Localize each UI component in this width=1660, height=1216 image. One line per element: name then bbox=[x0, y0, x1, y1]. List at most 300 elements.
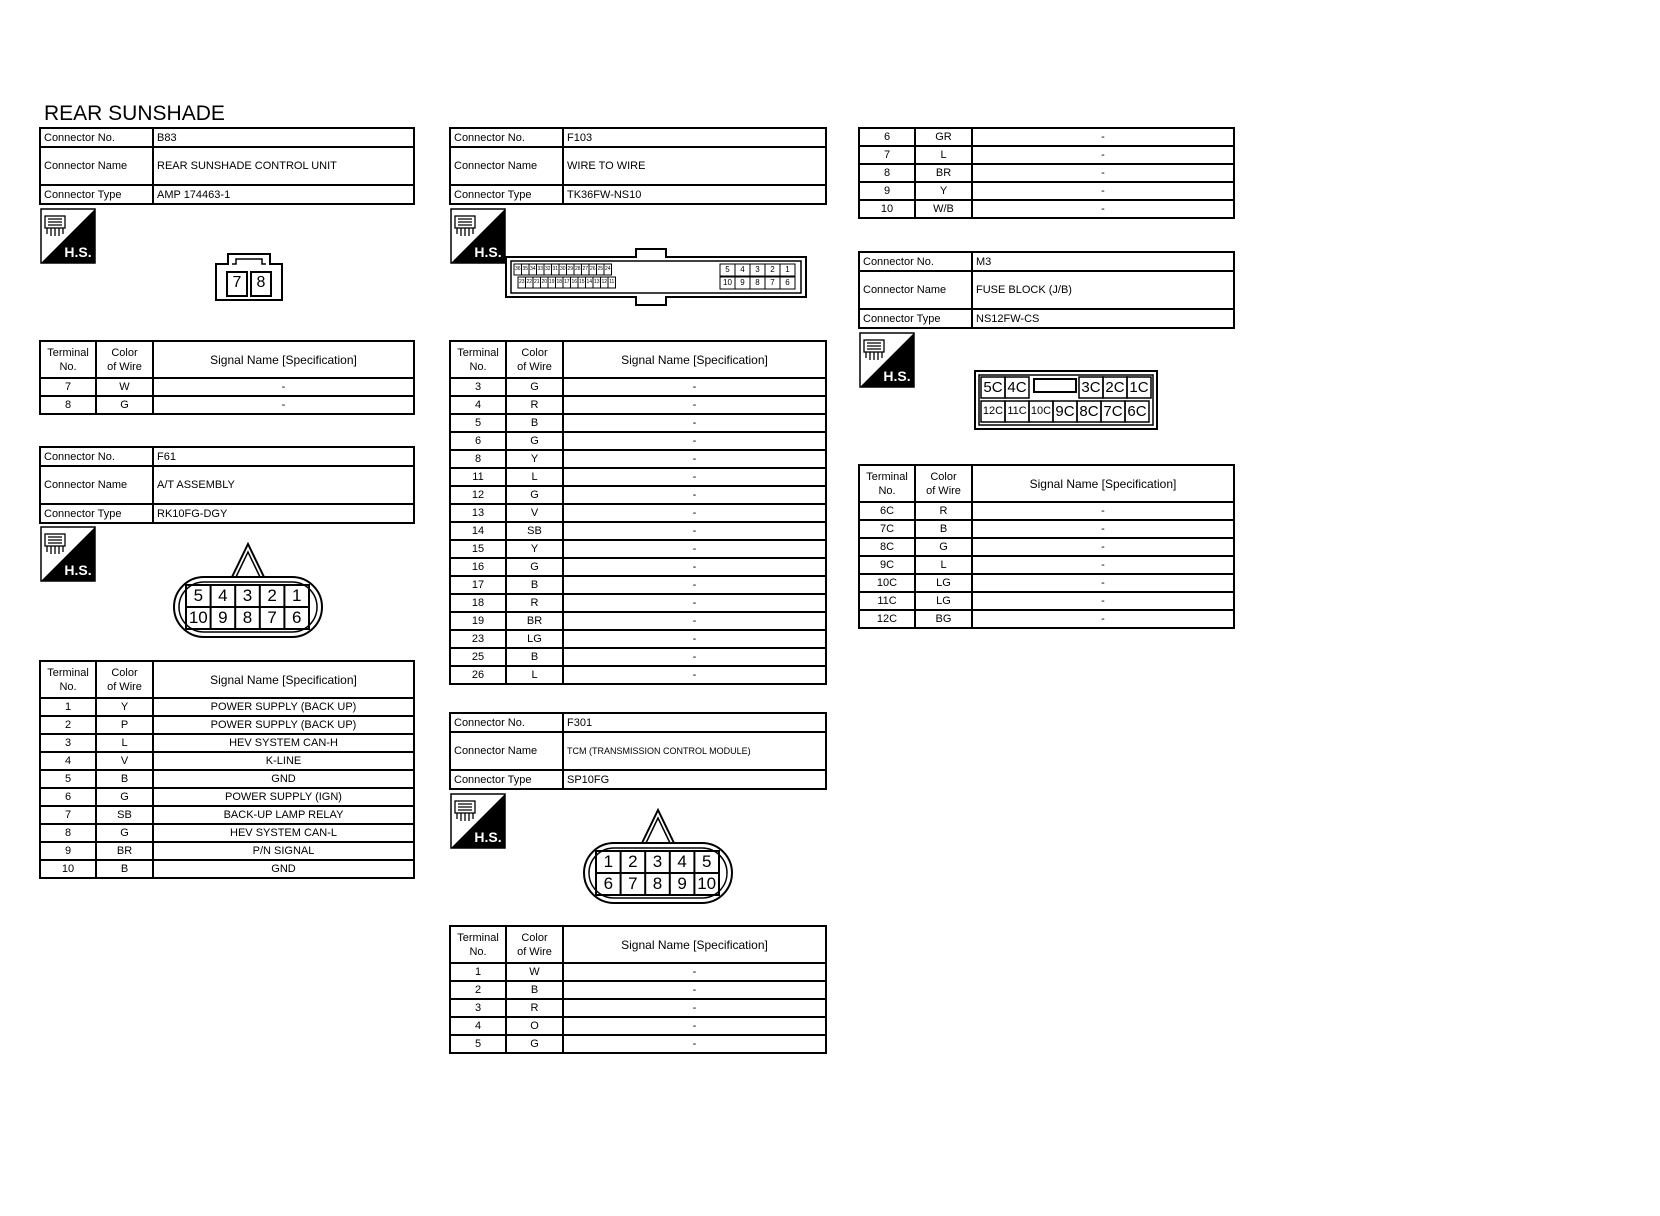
signal-name-cell: - bbox=[563, 648, 826, 666]
pin-label: 23 bbox=[518, 279, 525, 285]
signal-name-cell: - bbox=[563, 504, 826, 522]
terminal-no-header: Terminal No. bbox=[859, 465, 915, 502]
signal-name-cell: - bbox=[563, 594, 826, 612]
connector-name-value: WIRE TO WIRE bbox=[563, 147, 826, 185]
signal-name-cell: - bbox=[563, 1035, 826, 1053]
pin-label: 7 bbox=[628, 874, 638, 893]
terminal-no-cell: 3 bbox=[40, 734, 96, 752]
signal-name-cell: - bbox=[563, 396, 826, 414]
wire-color-cell: B bbox=[915, 520, 972, 538]
connector-no-label: Connector No. bbox=[40, 128, 153, 147]
wire-color-cell: L bbox=[915, 556, 972, 574]
signal-name-cell: - bbox=[972, 556, 1234, 574]
wire-color-cell: B bbox=[506, 576, 563, 594]
terminal-no-cell: 1 bbox=[40, 698, 96, 716]
pin-label: 12 bbox=[601, 279, 608, 285]
pin-label: 5 bbox=[701, 852, 712, 871]
pin-label: 8 bbox=[242, 608, 253, 627]
terminal-no-cell: 16 bbox=[450, 558, 506, 576]
pin-label: 6 bbox=[785, 278, 790, 287]
wire-color-cell: B bbox=[506, 648, 563, 666]
signal-name-cell: - bbox=[563, 414, 826, 432]
terminal-no-cell: 4 bbox=[40, 752, 96, 770]
pin-label: 7 bbox=[267, 608, 277, 627]
table-row bbox=[450, 981, 826, 999]
connector-info-f103 bbox=[449, 127, 827, 205]
table-row bbox=[40, 788, 414, 806]
terminal-table-m3 bbox=[858, 464, 1235, 629]
connector-type-value: SP10FG bbox=[563, 770, 826, 789]
terminal-no-cell: 15 bbox=[450, 540, 506, 558]
wire-color-cell: Y bbox=[915, 182, 972, 200]
pin-label: 5 bbox=[193, 586, 204, 605]
table-row bbox=[450, 558, 826, 576]
connector-name-label: Connector Name bbox=[450, 732, 563, 770]
pin-label: 2 bbox=[267, 586, 277, 605]
table-row bbox=[450, 963, 826, 981]
table-row bbox=[859, 200, 1234, 218]
hs-icon bbox=[450, 793, 506, 849]
pin-label: 15 bbox=[578, 279, 585, 285]
terminal-no-cell: 23 bbox=[450, 630, 506, 648]
signal-name-cell: HEV SYSTEM CAN-H bbox=[153, 734, 414, 752]
terminal-no-cell: 25 bbox=[450, 648, 506, 666]
page-title: REAR SUNSHADE bbox=[44, 102, 225, 125]
connector-name-value: TCM (TRANSMISSION CONTROL MODULE) bbox=[563, 732, 826, 770]
connector-no-value: F103 bbox=[563, 128, 826, 147]
wire-color-cell: G bbox=[506, 1035, 563, 1053]
terminal-no-cell: 11C bbox=[859, 592, 915, 610]
pin-label: 6 bbox=[291, 608, 302, 627]
table-row bbox=[859, 610, 1234, 628]
wire-color-cell: G bbox=[506, 432, 563, 450]
wire-color-cell: G bbox=[96, 788, 153, 806]
wire-color-cell: GR bbox=[915, 128, 972, 146]
signal-name-cell: - bbox=[563, 666, 826, 684]
wire-color-cell: B bbox=[506, 981, 563, 999]
terminal-no-cell: 5 bbox=[40, 770, 96, 788]
signal-name-cell: - bbox=[563, 558, 826, 576]
terminal-no-cell: 14 bbox=[450, 522, 506, 540]
terminal-no-cell: 10 bbox=[40, 860, 96, 878]
pin-label: 33 bbox=[537, 266, 544, 272]
terminal-no-cell: 6C bbox=[859, 502, 915, 520]
terminal-no-cell: 5 bbox=[450, 1035, 506, 1053]
connector-info-f301 bbox=[449, 712, 827, 790]
pin-label: 2 bbox=[770, 265, 775, 274]
color-header: Color of Wire bbox=[96, 661, 153, 698]
wire-color-cell: V bbox=[506, 504, 563, 522]
terminal-no-cell: 7C bbox=[859, 520, 915, 538]
table-row bbox=[450, 648, 826, 666]
table-row bbox=[450, 594, 826, 612]
table-row bbox=[859, 146, 1234, 164]
wire-color-cell: W/B bbox=[915, 200, 972, 218]
wire-color-cell: G bbox=[96, 824, 153, 842]
terminal-no-cell: 10 bbox=[859, 200, 915, 218]
connector-type-label: Connector Type bbox=[40, 185, 153, 204]
connector-type-label: Connector Type bbox=[859, 309, 972, 328]
terminal-no-cell: 7 bbox=[40, 806, 96, 824]
terminal-no-cell: 9 bbox=[40, 842, 96, 860]
connector-type-value: AMP 174463-1 bbox=[153, 185, 414, 204]
pin-label: 9 bbox=[740, 278, 745, 287]
terminal-no-cell: 4 bbox=[450, 396, 506, 414]
signal-name-cell: - bbox=[563, 432, 826, 450]
wire-color-cell: B bbox=[96, 860, 153, 878]
connector-no-value: F301 bbox=[563, 713, 826, 732]
terminal-no-cell: 26 bbox=[450, 666, 506, 684]
pin-7: 7 bbox=[232, 274, 242, 291]
pin-label: 28 bbox=[574, 266, 581, 272]
pin-label: 13 bbox=[593, 279, 600, 285]
table-row bbox=[859, 556, 1234, 574]
color-header: Color of Wire bbox=[506, 926, 563, 963]
hs-label: H.S. bbox=[474, 829, 502, 845]
signal-name-cell: - bbox=[972, 610, 1234, 628]
wire-color-cell: L bbox=[506, 666, 563, 684]
signal-name-cell: - bbox=[563, 630, 826, 648]
table-row bbox=[859, 592, 1234, 610]
terminal-no-cell: 4 bbox=[450, 1017, 506, 1035]
connector-info-f61 bbox=[39, 446, 415, 524]
signal-name-cell: - bbox=[972, 574, 1234, 592]
table-row bbox=[450, 630, 826, 648]
pin-label: 31 bbox=[552, 266, 559, 272]
wire-color-cell: R bbox=[506, 999, 563, 1017]
table-row: 8 G - bbox=[40, 396, 414, 414]
signal-name-cell: - bbox=[563, 522, 826, 540]
terminal-no-cell: 9C bbox=[859, 556, 915, 574]
pin-label: 7 bbox=[770, 278, 775, 287]
signal-header: Signal Name [Specification] bbox=[972, 465, 1234, 502]
pin-label: 4C bbox=[1007, 379, 1027, 396]
table-row bbox=[40, 824, 414, 842]
terminal-no-cell: 8C bbox=[859, 538, 915, 556]
table-row bbox=[40, 770, 414, 788]
table-row bbox=[450, 522, 826, 540]
terminal-no-cell: 17 bbox=[450, 576, 506, 594]
terminal-no-cell: 13 bbox=[450, 504, 506, 522]
connector-no-label: Connector No. bbox=[450, 128, 563, 147]
pin-label: 17 bbox=[563, 279, 570, 285]
table-row bbox=[40, 698, 414, 716]
signal-name-cell: - bbox=[972, 164, 1234, 182]
connector-no-label: Connector No. bbox=[450, 713, 563, 732]
pin-label: 3C bbox=[1081, 379, 1101, 396]
pin-label: 22 bbox=[526, 279, 533, 285]
signal-name-cell: - bbox=[972, 520, 1234, 538]
table-row bbox=[859, 182, 1234, 200]
signal-name-cell: K-LINE bbox=[153, 752, 414, 770]
signal-name-cell: - bbox=[972, 200, 1234, 218]
table-row bbox=[450, 378, 826, 396]
terminal-no-cell: 7 bbox=[859, 146, 915, 164]
table-row bbox=[40, 716, 414, 734]
pin-label: 34 bbox=[529, 266, 536, 272]
pin-label: 2C bbox=[1105, 379, 1125, 396]
table-row bbox=[450, 396, 826, 414]
table-row bbox=[859, 538, 1234, 556]
pin-label: 26 bbox=[589, 266, 596, 272]
wire-color-cell: G bbox=[915, 538, 972, 556]
signal-name-cell: POWER SUPPLY (BACK UP) bbox=[153, 716, 414, 734]
connector-type-value: TK36FW-NS10 bbox=[563, 185, 826, 204]
connector-no-value: F61 bbox=[153, 447, 414, 466]
wire-color-cell: L bbox=[915, 146, 972, 164]
wire-color-cell: BR bbox=[915, 164, 972, 182]
signal-name-cell: - bbox=[563, 963, 826, 981]
color-header: Color of Wire bbox=[96, 341, 153, 378]
wire-color-cell: G bbox=[506, 378, 563, 396]
table-row bbox=[450, 432, 826, 450]
table-row bbox=[859, 520, 1234, 538]
pin-8: 8 bbox=[256, 274, 266, 291]
terminal-no-cell: 10C bbox=[859, 574, 915, 592]
pin-label: 10 bbox=[723, 278, 732, 287]
pin-label: 3 bbox=[242, 586, 253, 605]
signal-name-cell: - bbox=[563, 999, 826, 1017]
terminal-no-cell: 11 bbox=[450, 468, 506, 486]
table-row bbox=[450, 486, 826, 504]
wire-color-cell: LG bbox=[506, 630, 563, 648]
pin-label: 16 bbox=[571, 279, 578, 285]
terminal-table-f61 bbox=[39, 660, 415, 879]
table-row bbox=[450, 999, 826, 1017]
signal-name-cell: POWER SUPPLY (IGN) bbox=[153, 788, 414, 806]
pin-label: 3 bbox=[652, 852, 663, 871]
hs-icon bbox=[450, 208, 506, 264]
pin-label: 5C bbox=[983, 379, 1003, 396]
wire-color-cell: P bbox=[96, 716, 153, 734]
connector-name-label: Connector Name bbox=[40, 147, 153, 185]
signal-name-cell: HEV SYSTEM CAN-L bbox=[153, 824, 414, 842]
pin-label: 11 bbox=[609, 279, 615, 285]
wire-color-cell: LG bbox=[915, 592, 972, 610]
signal-name-cell: - bbox=[563, 450, 826, 468]
pin-label: 4 bbox=[740, 265, 745, 274]
connector-name-label: Connector Name bbox=[40, 466, 153, 504]
connector-type-label: Connector Type bbox=[40, 504, 153, 523]
wire-color-cell: R bbox=[915, 502, 972, 520]
terminal-no-cell: 9 bbox=[859, 182, 915, 200]
color-header: Color of Wire bbox=[915, 465, 972, 502]
wire-color-cell: R bbox=[506, 594, 563, 612]
pin-label: 32 bbox=[544, 266, 551, 272]
table-row bbox=[859, 164, 1234, 182]
wire-color-cell: SB bbox=[506, 522, 563, 540]
terminal-table-f103 bbox=[449, 340, 827, 685]
terminal-no-cell: 8 bbox=[450, 450, 506, 468]
pin-label: 25 bbox=[597, 266, 604, 272]
table-row bbox=[450, 414, 826, 432]
signal-name-cell: BACK-UP LAMP RELAY bbox=[153, 806, 414, 824]
signal-name-cell: - bbox=[563, 576, 826, 594]
terminal-no-cell: 6 bbox=[450, 432, 506, 450]
pin-label: 10 bbox=[188, 608, 208, 627]
hs-label: H.S. bbox=[883, 368, 911, 384]
table-row bbox=[859, 502, 1234, 520]
pin-label: 12C bbox=[982, 405, 1004, 417]
connector-name-value: A/T ASSEMBLY bbox=[153, 466, 414, 504]
pin-label: 19 bbox=[548, 279, 555, 285]
terminal-no-cell: 1 bbox=[450, 963, 506, 981]
pin-label: 4 bbox=[218, 586, 228, 605]
pin-label: 6 bbox=[603, 874, 614, 893]
pin-label: 35 bbox=[522, 266, 529, 272]
table-row bbox=[40, 806, 414, 824]
table-row bbox=[450, 468, 826, 486]
table-row bbox=[40, 860, 414, 878]
wire-color-cell: B bbox=[96, 770, 153, 788]
terminal-no-cell: 6 bbox=[40, 788, 96, 806]
signal-name-cell: GND bbox=[153, 770, 414, 788]
wire-color-cell: LG bbox=[915, 574, 972, 592]
terminal-no-cell: 5 bbox=[450, 414, 506, 432]
wire-color-cell: L bbox=[506, 468, 563, 486]
pin-label: 36 bbox=[514, 266, 521, 272]
signal-header: Signal Name [Specification] bbox=[563, 926, 826, 963]
wire-color-cell: G bbox=[506, 558, 563, 576]
wire-color-cell: V bbox=[96, 752, 153, 770]
terminal-table-f301 bbox=[449, 925, 827, 1054]
wire-color-cell: O bbox=[506, 1017, 563, 1035]
table-row bbox=[40, 734, 414, 752]
signal-name-cell: - bbox=[972, 592, 1234, 610]
connector-name-value: FUSE BLOCK (J/B) bbox=[972, 271, 1234, 309]
connector-type-value: RK10FG-DGY bbox=[153, 504, 414, 523]
connector-info-m3 bbox=[858, 251, 1235, 329]
pin-label: 1 bbox=[785, 265, 790, 274]
hs-label: H.S. bbox=[64, 562, 92, 578]
terminal-no-cell: 2 bbox=[40, 716, 96, 734]
wire-color-cell: Y bbox=[506, 540, 563, 558]
table-row bbox=[450, 666, 826, 684]
signal-name-cell: - bbox=[563, 1017, 826, 1035]
pin-label: 14 bbox=[586, 279, 593, 285]
signal-name-cell: - bbox=[972, 502, 1234, 520]
table-row bbox=[40, 752, 414, 770]
signal-name-cell: - bbox=[972, 182, 1234, 200]
connector-name-label: Connector Name bbox=[859, 271, 972, 309]
connector-no-label: Connector No. bbox=[40, 447, 153, 466]
signal-name-cell: - bbox=[972, 128, 1234, 146]
pin-label: 9C bbox=[1055, 403, 1075, 420]
hs-label: H.S. bbox=[474, 244, 502, 260]
terminal-no-header: Terminal No. bbox=[450, 341, 506, 378]
signal-name-cell: - bbox=[563, 378, 826, 396]
connector-name-label: Connector Name bbox=[450, 147, 563, 185]
connector-type-label: Connector Type bbox=[450, 770, 563, 789]
pin-label: 9 bbox=[677, 874, 687, 893]
table-row bbox=[450, 504, 826, 522]
connector-name-value: REAR SUNSHADE CONTROL UNIT bbox=[153, 147, 414, 185]
hs-label: H.S. bbox=[64, 244, 92, 260]
pin-label: 29 bbox=[567, 266, 574, 272]
terminal-no-header: Terminal No. bbox=[40, 661, 96, 698]
pin-label: 4 bbox=[677, 852, 687, 871]
hs-icon bbox=[40, 526, 96, 582]
wire-color-cell: R bbox=[506, 396, 563, 414]
terminal-no-cell: 12 bbox=[450, 486, 506, 504]
terminal-no-cell: 2 bbox=[450, 981, 506, 999]
signal-name-cell: - bbox=[563, 486, 826, 504]
hs-icon bbox=[859, 332, 915, 388]
table-row bbox=[450, 450, 826, 468]
signal-header: Signal Name [Specification] bbox=[153, 341, 414, 378]
pin-label: 7C bbox=[1103, 403, 1123, 420]
pin-label: 1C bbox=[1129, 379, 1149, 396]
table-row bbox=[859, 128, 1234, 146]
table-row bbox=[450, 1035, 826, 1053]
terminal-no-cell: 19 bbox=[450, 612, 506, 630]
wire-color-cell: BG bbox=[915, 610, 972, 628]
pin-label: 24 bbox=[604, 266, 611, 272]
pin-label: 10 bbox=[697, 874, 717, 893]
signal-name-cell: - bbox=[563, 612, 826, 630]
table-row bbox=[450, 1017, 826, 1035]
pin-label: 8 bbox=[755, 278, 760, 287]
signal-name-cell: - bbox=[563, 981, 826, 999]
terminal-no-header: Terminal No. bbox=[40, 341, 96, 378]
signal-name-cell: - bbox=[972, 146, 1234, 164]
wire-color-cell: Y bbox=[96, 698, 153, 716]
pin-label: 11C bbox=[1007, 405, 1027, 417]
table-row bbox=[450, 576, 826, 594]
wire-color-cell: B bbox=[506, 414, 563, 432]
signal-name-cell: - bbox=[563, 468, 826, 486]
pin-label: 9 bbox=[218, 608, 228, 627]
table-row bbox=[450, 540, 826, 558]
color-header: Color of Wire bbox=[506, 341, 563, 378]
pin-label: 8C bbox=[1079, 403, 1099, 420]
pin-label: 1 bbox=[603, 852, 614, 871]
wire-color-cell: L bbox=[96, 734, 153, 752]
pin-label: 20 bbox=[541, 279, 548, 285]
signal-name-cell: - bbox=[972, 538, 1234, 556]
wire-color-cell: BR bbox=[96, 842, 153, 860]
terminal-no-cell: 8 bbox=[859, 164, 915, 182]
signal-name-cell: GND bbox=[153, 860, 414, 878]
connector-type-label: Connector Type bbox=[450, 185, 563, 204]
pin-label: 2 bbox=[628, 852, 638, 871]
signal-name-cell: P/N SIGNAL bbox=[153, 842, 414, 860]
connector-info-b83 bbox=[39, 127, 415, 205]
signal-name-cell: POWER SUPPLY (BACK UP) bbox=[153, 698, 414, 716]
pin-label: 3 bbox=[755, 265, 760, 274]
pin-label: 21 bbox=[533, 279, 540, 285]
terminal-no-cell: 3 bbox=[450, 378, 506, 396]
wire-color-cell: SB bbox=[96, 806, 153, 824]
pin-label: 5 bbox=[725, 265, 730, 274]
pin-label: 8 bbox=[652, 874, 663, 893]
signal-name-cell: - bbox=[563, 540, 826, 558]
pin-label: 27 bbox=[582, 266, 589, 272]
terminal-table-b83 bbox=[39, 340, 415, 415]
pin-label: 10C bbox=[1030, 405, 1052, 417]
terminal-no-cell: 18 bbox=[450, 594, 506, 612]
pin-label: 6C bbox=[1127, 403, 1147, 420]
pin-label: 30 bbox=[559, 266, 566, 272]
terminal-no-cell: 3 bbox=[450, 999, 506, 1017]
table-row bbox=[859, 574, 1234, 592]
signal-header: Signal Name [Specification] bbox=[563, 341, 826, 378]
wire-color-cell: W bbox=[506, 963, 563, 981]
pin-label: 1 bbox=[291, 586, 302, 605]
terminal-table-f103-continued bbox=[858, 127, 1235, 219]
pin-label: 18 bbox=[556, 279, 563, 285]
table-row: 7 W - bbox=[40, 378, 414, 396]
